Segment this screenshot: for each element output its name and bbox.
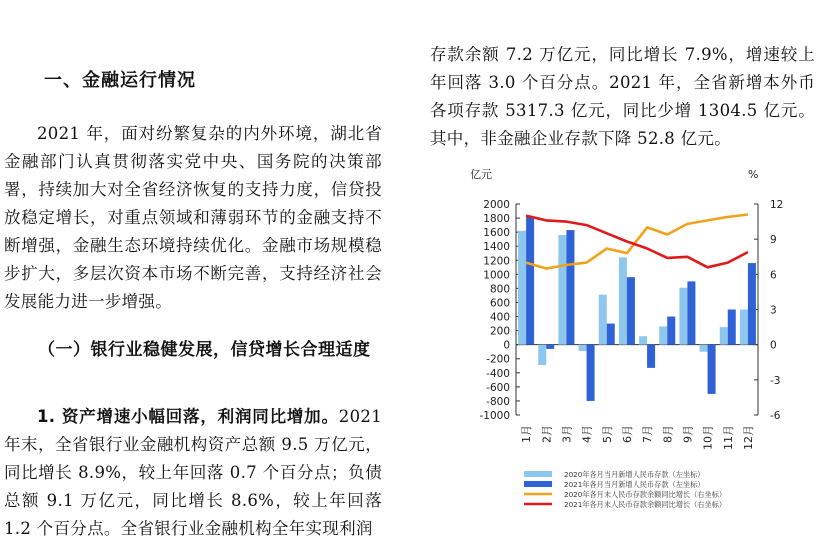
bar-2021 <box>667 317 675 345</box>
deposits-paragraph: 存款余额 7.2 万亿元，同比增长 7.9%，增速较上年回落 3.0 个百分点。2021 年，全省新增本外币各项存款 5317.3 亿元，同比少增 1304.5 亿元。其中，非金融企业存款下降 52.8 亿元。 <box>430 45 815 148</box>
left-tick-label: -1000 <box>479 410 510 422</box>
right-tick-label: 0 <box>770 339 777 352</box>
left-tick-label: 2000 <box>483 199 510 211</box>
right-tick-label: -6 <box>770 410 781 422</box>
bar-2021 <box>546 345 554 349</box>
left-unit-label: 亿元 <box>470 168 492 181</box>
bar-2020 <box>619 257 627 344</box>
bar-2020 <box>700 345 708 352</box>
bar-2021 <box>647 345 655 368</box>
subsection-heading: （一）银行业稳健发展，信贷增长合理适度 <box>38 340 371 360</box>
bar-2020 <box>579 345 587 351</box>
legend-label: 2020年各月当月新增人民币存款（左坐标） <box>564 470 705 479</box>
legend-label: 2021年各月末人民币存款余额同比增长（右坐标） <box>564 500 727 509</box>
right-tick-label: 3 <box>770 304 777 317</box>
bar-2021 <box>587 345 595 401</box>
bar-2020 <box>720 327 728 345</box>
legend-label: 2021年各月当月新增人民币存款（左坐标） <box>564 480 705 489</box>
category-label: 4月 <box>580 425 594 443</box>
bar-2021 <box>627 277 635 345</box>
bar-2020 <box>518 231 526 345</box>
category-label: 5月 <box>600 425 614 443</box>
left-tick-label: -800 <box>486 395 510 408</box>
category-label: 8月 <box>661 425 675 443</box>
left-tick-label: 1200 <box>483 255 510 268</box>
right-tick-label: 9 <box>770 234 777 247</box>
right-tick-label: 6 <box>770 269 777 282</box>
category-label: 2月 <box>540 425 554 443</box>
bar-2020 <box>599 295 607 345</box>
left-tick-label: -200 <box>486 353 510 366</box>
left-tick-label: 1400 <box>483 241 510 254</box>
right-tick-label: -3 <box>770 374 781 387</box>
left-tick-label: 1800 <box>483 213 510 226</box>
category-label: 3月 <box>560 425 574 443</box>
left-tick-label: 1000 <box>483 269 510 282</box>
assets-text: 2021 年末，全省银行业金融机构资产总额 9.5 万亿元，同比增长 8.9%，较上年回落 0.7 个百分点；负债总额 9.1 万亿元，同比增长 8.6%，较上年回落 1.2 个百分点。全省银行业金融机构全年实现利润 <box>4 407 382 538</box>
category-label: 7月 <box>641 425 655 443</box>
category-label: 6月 <box>620 425 634 443</box>
legend-swatch <box>524 481 552 487</box>
category-label: 1月 <box>520 425 534 443</box>
left-tick-label: -600 <box>486 381 510 394</box>
bar-2021 <box>748 263 756 345</box>
left-tick-label: 1600 <box>483 227 510 240</box>
bar-2021 <box>708 345 716 394</box>
right-tick-label: 12 <box>770 199 784 211</box>
category-label: 11月 <box>721 425 735 450</box>
section-heading: 一、金融运行情况 <box>44 70 196 91</box>
bar-2021 <box>607 324 615 345</box>
left-tick-label: -400 <box>486 367 510 380</box>
left-tick-label: 0 <box>503 339 510 352</box>
right-unit-label: % <box>748 168 759 181</box>
left-tick-label: 200 <box>489 325 510 338</box>
category-label: 9月 <box>681 425 695 443</box>
intro-paragraph: 2021 年，面对纷繁复杂的内外环境，湖北省金融部门认真贯彻落实党中央、国务院的决策部署，持续加大对全省经济恢复的支持力度，信贷投放稳定增长，对重点领域和薄弱环节的金融支持不断增强，金融生态环境持续优化。金融市场规模稳步扩大，多层次资本市场不断完善，支持经济社会发展能力进一步增强。 <box>4 124 382 311</box>
bar-2020 <box>558 235 566 345</box>
bar-2020 <box>538 345 546 365</box>
bar-2021 <box>566 230 574 345</box>
assets-lead: 1. 资产增速小幅回落，利润同比增加。 <box>37 407 339 426</box>
bar-2020 <box>659 326 667 344</box>
category-label: 12月 <box>741 425 755 450</box>
legend-swatch <box>524 471 552 477</box>
bar-2020 <box>679 288 687 345</box>
left-tick-label: 400 <box>489 311 510 324</box>
bar-2021 <box>526 217 534 345</box>
left-tick-label: 800 <box>489 283 510 296</box>
bar-2020 <box>740 310 748 345</box>
bar-2021 <box>687 281 695 344</box>
left-tick-label: 600 <box>489 297 510 310</box>
bar-2021 <box>728 310 736 345</box>
category-label: 10月 <box>701 425 715 450</box>
legend-label: 2020年各月末人民币存款余额同比增长（右坐标） <box>564 490 727 499</box>
bar-2020 <box>639 336 647 344</box>
